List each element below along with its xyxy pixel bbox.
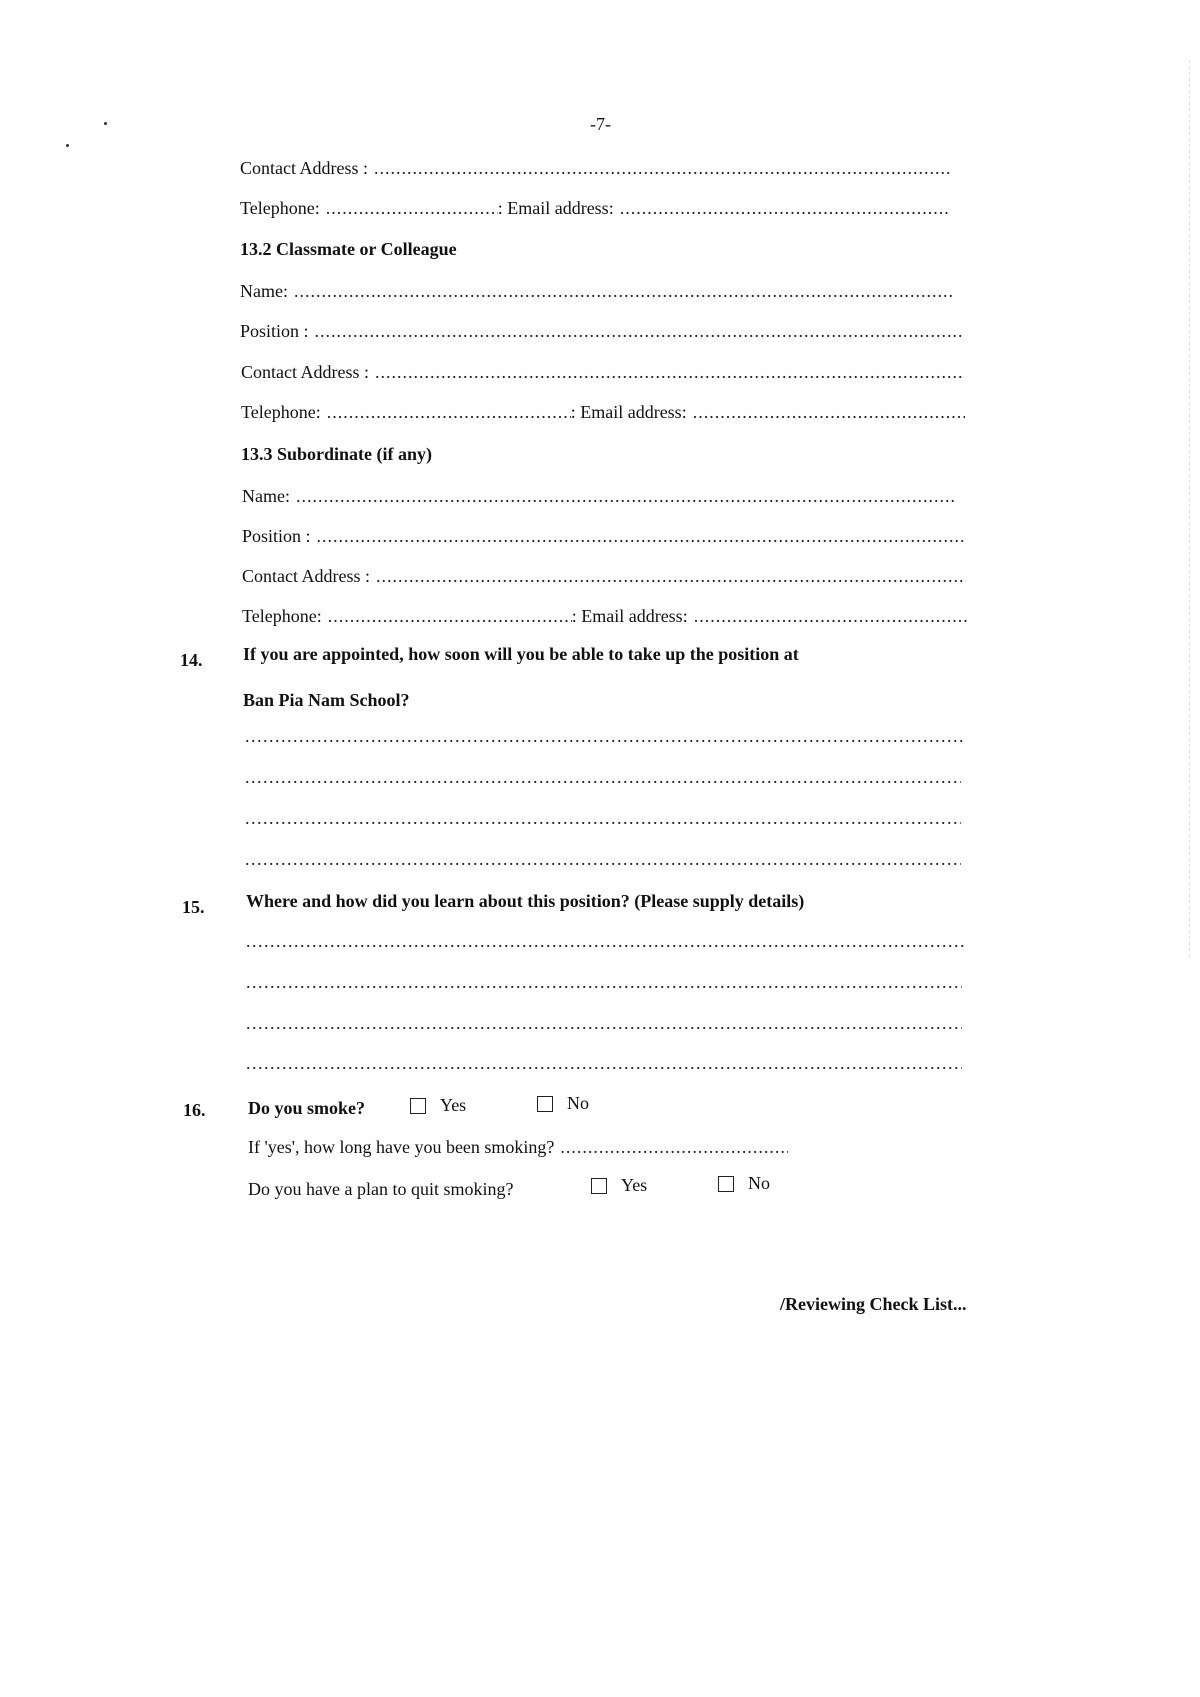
quit-plan-label: Do you have a plan to quit smoking? (248, 1179, 514, 1199)
smoke-yes-option[interactable] (410, 1095, 466, 1116)
telephone-dots (327, 402, 571, 423)
question-14-number: 14. (180, 650, 203, 670)
smoking-duration-label: If 'yes', how long have you been smoking? (248, 1137, 555, 1157)
position-dots (317, 526, 964, 547)
position-label: Position : (242, 526, 311, 546)
question-15-text: Where and how did you learn about this position? (Please supply details) (246, 891, 805, 911)
email-label: : Email address: (571, 606, 688, 626)
subordinate-position-field[interactable] (242, 526, 964, 547)
page-number: -7- (590, 114, 611, 134)
checkbox-icon[interactable] (537, 1096, 553, 1112)
contact-address-label: Contact Address : (240, 158, 368, 178)
question-14-text-line2: Ban Pia Nam School? (243, 690, 410, 710)
subordinate-name-field[interactable] (242, 486, 956, 507)
telephone-dots (328, 606, 572, 627)
answer-14-line[interactable] (245, 767, 961, 788)
question-16-number: 16. (183, 1100, 206, 1120)
position-label: Position : (240, 321, 309, 341)
name-label: Name: (242, 486, 290, 506)
question-16-text: Do you smoke? (248, 1098, 366, 1118)
contact-address-dots (376, 566, 966, 587)
answer-15-line[interactable] (246, 1053, 962, 1074)
telephone-label: Telephone: (241, 402, 321, 422)
subordinate-telephone-email-row[interactable] (242, 606, 967, 627)
smoke-yes-label: Yes (440, 1095, 467, 1115)
email-label: : Email address: (570, 402, 687, 422)
smoking-duration-field[interactable] (248, 1137, 788, 1158)
subordinate-contact-field[interactable] (242, 566, 966, 587)
telephone-label: Telephone: (240, 198, 320, 218)
checkbox-icon[interactable] (410, 1098, 426, 1114)
telephone-email-row[interactable] (240, 198, 950, 219)
name-dots (296, 486, 956, 507)
answer-14-line[interactable] (245, 849, 961, 870)
name-dots (294, 281, 954, 302)
subordinate-heading: 13.3 Subordinate (if any) (241, 444, 433, 464)
answer-15-line[interactable] (246, 1013, 962, 1034)
email-dots (694, 606, 967, 627)
smoking-duration-dots (560, 1137, 788, 1158)
smoke-no-label: No (567, 1093, 589, 1113)
question-14-text-line1: If you are appointed, how soon will you be able to take up the position at (243, 644, 799, 664)
scan-speck (104, 122, 107, 125)
position-dots (315, 321, 962, 342)
classmate-name-field[interactable] (240, 281, 954, 302)
quit-plan-no-label: No (748, 1173, 770, 1193)
email-label: : Email address: (497, 198, 614, 218)
quit-plan-yes-label: Yes (621, 1175, 648, 1195)
continuation-footer: /Reviewing Check List... (780, 1294, 967, 1314)
email-dots (620, 198, 950, 219)
classmate-contact-field[interactable] (241, 362, 963, 383)
contact-address-label: Contact Address : (242, 566, 370, 586)
classmate-telephone-email-row[interactable] (241, 402, 965, 423)
telephone-dots (326, 198, 498, 219)
answer-14-line[interactable] (245, 726, 963, 747)
scan-speck (66, 144, 69, 147)
answer-15-line[interactable] (246, 972, 962, 993)
answer-15-line[interactable] (246, 931, 966, 952)
name-label: Name: (240, 281, 288, 301)
contact-address-dots (374, 158, 950, 179)
contact-address-field[interactable] (240, 158, 950, 179)
answer-14-line[interactable] (245, 808, 961, 829)
email-dots (693, 402, 965, 423)
quit-plan-yes-option[interactable] (591, 1175, 647, 1196)
scan-edge-line (1189, 60, 1190, 960)
checkbox-icon[interactable] (591, 1178, 607, 1194)
quit-plan-no-option[interactable] (718, 1173, 770, 1194)
contact-address-dots (375, 362, 963, 383)
contact-address-label: Contact Address : (241, 362, 369, 382)
question-15-number: 15. (182, 897, 205, 917)
classmate-heading: 13.2 Classmate or Colleague (240, 239, 457, 259)
telephone-label: Telephone: (242, 606, 322, 626)
classmate-position-field[interactable] (240, 321, 962, 342)
checkbox-icon[interactable] (718, 1176, 734, 1192)
smoke-no-option[interactable] (537, 1093, 589, 1114)
